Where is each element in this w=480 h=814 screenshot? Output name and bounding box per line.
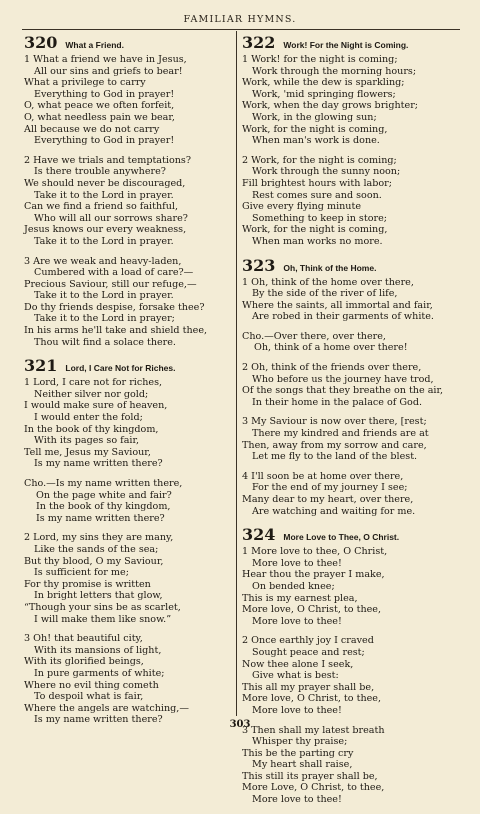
verse-line: For the end of my journey I see;: [252, 482, 408, 494]
verse-line: 4 I'll soon be at home over there,: [242, 470, 404, 482]
verse-line: More love to thee!: [252, 615, 342, 627]
hymn-number: 322: [242, 33, 276, 52]
verse-line: Cho.—Over there, over there,: [242, 330, 386, 342]
stanza: [242, 546, 457, 627]
verse-line: Whisper thy praise;: [252, 736, 348, 748]
stanza: [242, 331, 457, 354]
stanza: [242, 277, 457, 323]
verse-line: In bright letters that glow,: [34, 590, 163, 602]
stanza: [24, 155, 234, 248]
hymn-324: [242, 525, 457, 805]
stanza: [242, 725, 457, 806]
verse-line: When man works no more.: [252, 235, 383, 247]
right-column: [242, 33, 457, 814]
verse-line: For thy promise is written: [24, 578, 151, 590]
verse-line: On bended knee;: [252, 580, 335, 592]
verse-line: I would make sure of heaven,: [24, 400, 168, 412]
verse-line: But thy blood, O my Saviour,: [24, 555, 164, 567]
verse-line: “Though your sins be as scarlet,: [24, 601, 181, 613]
verse-line: Sought peace and rest;: [252, 646, 365, 658]
verse-line: With its pages so fair,: [34, 435, 140, 447]
hymn-number: 320: [24, 33, 58, 52]
verse-line: 1 What a friend we have in Jesus,: [24, 54, 187, 65]
verse-line: More love to thee!: [252, 794, 342, 806]
verse-line: With its mansions of light,: [34, 644, 162, 656]
verse-line: 2 Have we trials and temptations?: [24, 154, 191, 166]
verse-line: 1 More love to thee, O Christ,: [242, 546, 388, 558]
verse-line: More Love, O Christ, to thee,: [242, 782, 385, 794]
verse-line: More love to thee!: [252, 704, 342, 716]
verse-line: Work, when the day grows brighter;: [242, 100, 419, 112]
page-number: 303: [229, 719, 251, 730]
verse-line: 3 Are we weak and heavy-laden,: [24, 255, 182, 267]
verse-line: In pure garments of white;: [34, 667, 165, 679]
stanza: [24, 256, 234, 349]
verse-line: Are watching and waiting for me.: [252, 505, 416, 517]
verse-line: Now thee alone I seek,: [242, 658, 354, 670]
verse-line: Who will all our sorrows share?: [34, 212, 188, 224]
verse-line: All our sins and griefs to bear!: [34, 65, 183, 77]
verse-line: This is my earnest plea,: [242, 592, 358, 604]
verse-line: O, what peace we often forfeit,: [24, 100, 175, 112]
hymn-title: More Love to Thee, O Christ.: [283, 532, 400, 543]
hymn-321: [24, 356, 234, 726]
verse-line: 1 Work! for the night is coming;: [242, 54, 398, 65]
verse-line: Everything to God in prayer!: [34, 88, 175, 100]
verse-line: 2 Once earthly joy I craved: [242, 635, 374, 647]
verse-line: Fill brightest hours with labor;: [242, 177, 392, 189]
verse-line: Is there trouble anywhere?: [34, 166, 166, 178]
stanza: [242, 471, 457, 517]
verse-line: Jesus knows our every weakness,: [24, 224, 187, 236]
verse-line: This all my prayer shall be,: [242, 681, 375, 693]
verse-line: Is sufficient for me;: [34, 567, 129, 579]
left-column: [24, 33, 234, 734]
verse-line: More love, O Christ, to thee,: [242, 693, 382, 705]
hymn-323: [242, 256, 457, 518]
verse-line: Neither silver nor gold;: [34, 388, 149, 400]
verse-line: Work, for the night is coming,: [242, 123, 388, 135]
stanza: [242, 362, 457, 408]
verse-line: Is my name written there?: [34, 714, 163, 726]
verse-line: Take it to the Lord in prayer.: [34, 290, 174, 302]
verse-line: Who before us the journey have trod,: [252, 373, 434, 385]
hymn-heading: [242, 33, 457, 53]
verse-line: Something to keep in store;: [252, 212, 387, 224]
verse-line: 1 Oh, think of the home over there,: [242, 276, 414, 288]
verse-line: Give what is best:: [252, 670, 339, 682]
stanza: [242, 635, 457, 716]
verse-line: This be the parting cry: [242, 747, 354, 759]
verse-line: Take it to the Lord in prayer.: [34, 235, 174, 247]
verse-line: By the side of the river of life,: [252, 288, 398, 300]
verse-line: In their home in the palace of God.: [252, 396, 423, 408]
hymn-322: [242, 33, 457, 248]
verse-line: Take it to the Lord in prayer;: [34, 313, 175, 325]
column-divider: [236, 31, 237, 716]
verse-line: Like the sands of the sea;: [34, 543, 159, 555]
verse-line: Cho.—Is my name written there,: [24, 478, 183, 489]
stanza: [24, 478, 234, 524]
verse-line: Tell me, Jesus my Saviour,: [24, 446, 151, 458]
stanza: [24, 532, 234, 625]
verse-line: More love, O Christ, to thee,: [242, 604, 382, 616]
verse-line: 2 Work, for the night is coming;: [242, 154, 397, 166]
header-rule: [22, 29, 460, 30]
verse-line: Hear thou the prayer I make,: [242, 569, 385, 581]
verse-line: I will make them like snow.”: [34, 613, 172, 625]
verse-line: We should never be discouraged,: [24, 177, 186, 189]
verse-line: Where the saints, all immortal and fair,: [242, 299, 433, 311]
verse-line: In the book of thy kingdom,: [36, 501, 171, 513]
hymn-title: Oh, Think of the Home.: [283, 262, 377, 273]
hymn-320: [24, 33, 234, 348]
hymn-heading: [242, 525, 457, 545]
verse-line: In the book of thy kingdom,: [24, 423, 159, 435]
verse-line: There my kindred and friends are at: [252, 428, 429, 440]
verse-line: Is my name written there?: [36, 512, 165, 524]
hymn-heading: [24, 356, 234, 376]
verse-line: Work, 'mid springing flowers;: [252, 88, 396, 100]
verse-line: Do thy friends despise, forsake thee?: [24, 301, 205, 313]
verse-line: With its glorified beings,: [24, 656, 144, 668]
verse-line: Precious Saviour, still our refuge,—: [24, 278, 197, 290]
verse-line: In his arms he'll take and shield thee,: [24, 325, 208, 337]
verse-line: More love to thee!: [252, 557, 342, 569]
verse-line: Thou wilt find a solace there.: [34, 336, 176, 348]
verse-line: All because we do not carry: [24, 123, 160, 135]
verse-line: Is my name written there?: [34, 458, 163, 470]
hymn-title: Lord, I Care Not for Riches.: [65, 363, 176, 374]
hymn-heading: [24, 33, 234, 53]
verse-line: Are robed in their garments of white.: [252, 311, 434, 323]
verse-line: 1 Lord, I care not for riches,: [24, 377, 163, 389]
verse-line: Then, away from my sorrow and care,: [242, 439, 427, 451]
verse-line: Let me fly to the land of the blest.: [252, 451, 418, 463]
hymn-heading: [242, 256, 457, 276]
verse-line: I would enter the fold;: [34, 412, 143, 424]
verse-line: 3 My Saviour is now over there, [rest;: [242, 416, 427, 428]
verse-line: Work, for the night is coming,: [242, 224, 388, 236]
verse-line: Many dear to my heart, over there,: [242, 494, 414, 505]
verse-line: Work, in the glowing sun;: [252, 111, 377, 123]
verse-line: My heart shall raise,: [252, 759, 353, 771]
verse-line: Oh, think of a home over there!: [254, 342, 408, 354]
verse-line: Where no evil thing cometh: [24, 679, 159, 691]
hymn-number: 324: [242, 525, 276, 545]
verse-line: O, what needless pain we bear,: [24, 111, 175, 123]
verse-line: Cumbered with a load of care?—: [34, 267, 194, 279]
verse-line: 2 Lord, my sins they are many,: [24, 532, 174, 544]
verse-line: To despoil what is fair,: [34, 691, 144, 703]
verse-line: Give every flying minute: [242, 201, 362, 213]
stanza: [24, 633, 234, 726]
verse-line: 3 Oh! that beautiful city,: [24, 633, 143, 645]
verse-line: Work through the morning hours;: [252, 65, 417, 77]
verse-line: Take it to the Lord in prayer.: [34, 189, 174, 201]
hymn-number: 321: [24, 356, 58, 376]
hymn-number: 323: [242, 255, 276, 275]
hymn-title: What a Friend.: [65, 40, 124, 50]
verse-line: On the page white and fair?: [36, 489, 172, 501]
verse-line: Can we find a friend so faithful,: [24, 201, 178, 213]
stanza: [242, 54, 457, 147]
verse-line: Work through the sunny noon;: [252, 166, 401, 178]
verse-line: 3 Then shall my latest breath: [242, 724, 385, 736]
stanza: [242, 155, 457, 248]
verse-line: Work, while the dew is sparkling;: [242, 77, 405, 89]
stanza: [242, 416, 457, 462]
verse-line: Everything to God in prayer!: [34, 135, 175, 147]
stanza: [24, 377, 234, 470]
verse-line: What a privilege to carry: [24, 77, 146, 89]
stanza: [24, 54, 234, 147]
verse-line: Where the angels are watching,—: [24, 702, 189, 714]
running-head: FAMILIAR HYMNS.: [183, 14, 297, 25]
verse-line: When man's work is done.: [252, 135, 380, 147]
verse-line: This still its prayer shall be,: [242, 770, 378, 782]
verse-line: 2 Oh, think of the friends over there,: [242, 362, 422, 374]
verse-line: Rest comes sure and soon.: [252, 189, 382, 201]
verse-line: Of the songs that they breathe on the air,: [242, 385, 444, 397]
hymn-title: Work! For the Night is Coming.: [283, 40, 409, 50]
